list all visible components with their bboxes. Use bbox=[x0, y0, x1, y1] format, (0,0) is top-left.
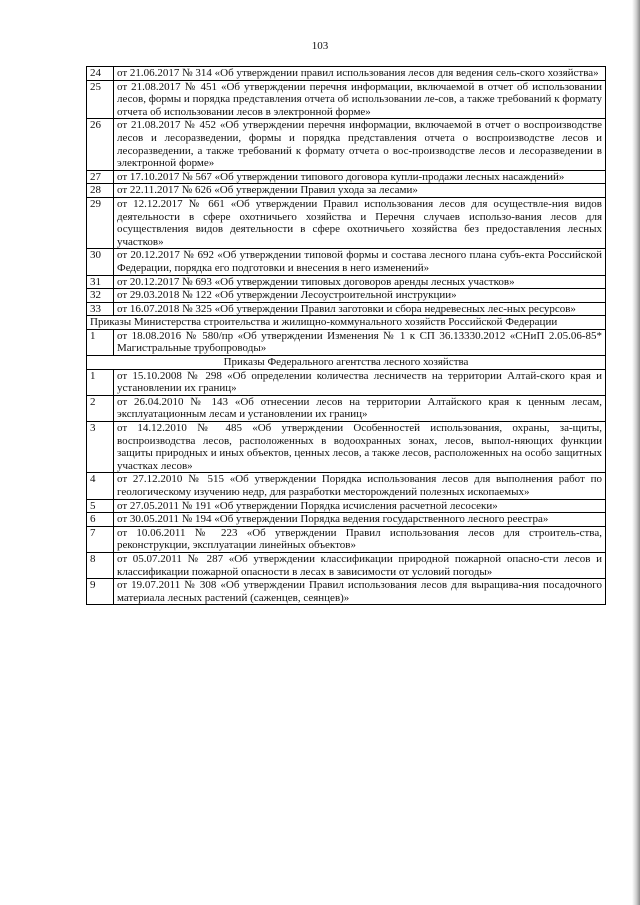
row-text: от 22.11.2017 № 626 «Об утверждении Правил ухода за лесами» bbox=[114, 184, 606, 198]
row-text: от 18.08.2016 № 580/пр «Об утверждении Изменения № 1 к СП 36.13330.2012 «СНиП 2.05.06-85* Магистральные трубопроводы» bbox=[114, 329, 606, 355]
row-text: от 20.12.2017 № 692 «Об утверждении типовой формы и состава лесного плана субъ-екта Российской Федерации, порядка его подготовки и внесения в него изменений» bbox=[114, 249, 606, 275]
row-text: от 12.12.2017 № 661 «Об утверждении Правил использования лесов для осуществле-ния видов деятельности в сфере охотничьего хозяйства и Перечня случаев использо-вания лесов для осуществления видов деятельности в сфере охотничьего хозяйства без предоставления лесных участков» bbox=[114, 197, 606, 248]
row-number: 3 bbox=[87, 422, 114, 473]
row-number: 24 bbox=[87, 67, 114, 81]
row-text: от 30.05.2011 № 194 «Об утверждении Порядка ведения государственного лесного реестра» bbox=[114, 513, 606, 527]
section-title-forest-agency: Приказы Федерального агентства лесного хозяйства bbox=[87, 356, 606, 370]
row-text: от 26.04.2010 № 143 «Об отнесении лесов на территории Алтайского края к ценным лесам, эксплуатационным лесам и установлении их границ» bbox=[114, 395, 606, 421]
row-number: 29 bbox=[87, 197, 114, 248]
row-number: 25 bbox=[87, 80, 114, 119]
table-row bbox=[87, 289, 606, 303]
row-number: 2 bbox=[87, 395, 114, 421]
row-number: 7 bbox=[87, 526, 114, 552]
row-text: от 14.12.2010 № 485 «Об утверждении Особенностей использования, охраны, за-щиты, воспроизводства лесов, расположенных в водоохранных зонах, лесов, выпол-няющих функции защиты природных и иных объектов, ценных лесов, а также лесов, расположенных на особо защитных участках лесов» bbox=[114, 422, 606, 473]
table-group-forest-ministry bbox=[87, 67, 606, 316]
row-text: от 27.12.2010 № 515 «Об утверждении Порядка использования лесов для выполнения работ по геологическому изучению недр, для разработки месторождений полезных ископаемых» bbox=[114, 473, 606, 499]
row-number: 5 bbox=[87, 499, 114, 513]
row-text: от 21.06.2017 № 314 «Об утверждении правил использования лесов для ведения сель-ского хозяйства» bbox=[114, 67, 606, 81]
section-construction bbox=[87, 316, 606, 330]
row-text: от 20.12.2017 № 693 «Об утверждении типовых договоров аренды лесных участков» bbox=[114, 275, 606, 289]
row-text: от 21.08.2017 № 451 «Об утверждении перечня информации, включаемой в отчет об использовании лесов, формы и порядка представления отчета об использовании ле-сов, а также требований к формату отчета об использовании лесов в электронной форме» bbox=[114, 80, 606, 119]
row-number: 1 bbox=[87, 329, 114, 355]
table-row bbox=[87, 170, 606, 184]
row-number: 27 bbox=[87, 170, 114, 184]
section-header-row bbox=[87, 356, 606, 370]
row-text: от 15.10.2008 № 298 «Об определении количества лесничеств на территории Алтай-ского края и установлении их границ» bbox=[114, 369, 606, 395]
row-number: 8 bbox=[87, 552, 114, 578]
table-row bbox=[87, 499, 606, 513]
table-row bbox=[87, 184, 606, 198]
table-row bbox=[87, 395, 606, 421]
section-header-row bbox=[87, 316, 606, 330]
table-row bbox=[87, 197, 606, 248]
row-text: от 16.07.2018 № 325 «Об утверждении Правил заготовки и сбора недревесных лес-ных ресурсов» bbox=[114, 302, 606, 316]
table-row bbox=[87, 275, 606, 289]
table-row bbox=[87, 369, 606, 395]
row-number: 6 bbox=[87, 513, 114, 527]
section-forest-agency bbox=[87, 356, 606, 370]
row-number: 33 bbox=[87, 302, 114, 316]
table-row bbox=[87, 329, 606, 355]
row-text: от 05.07.2011 № 287 «Об утверждении классификации природной пожарной опасно-сти лесов и классификации пожарной опасности в лесах в зависимости от условий погоды» bbox=[114, 552, 606, 578]
row-number: 9 bbox=[87, 579, 114, 605]
table-group-forest-agency bbox=[87, 369, 606, 605]
row-text: от 21.08.2017 № 452 «Об утверждении перечня информации, включаемой в отчет о воспроизводстве лесов и лесоразведении, формы и порядка представления отчета о воспроизводстве лесов и лесоразведении, а также требований к формату отчета о вос-производстве лесов и лесоразведении в электронной форме» bbox=[114, 119, 606, 170]
table-row bbox=[87, 473, 606, 499]
row-number: 1 bbox=[87, 369, 114, 395]
page-number: 103 bbox=[311, 40, 329, 52]
row-text: от 19.07.2011 № 308 «Об утверждении Правил использования лесов для выращива-ния посадочного материала лесных растений (саженцев, сеянцев)» bbox=[114, 579, 606, 605]
table-group-construction bbox=[87, 329, 606, 355]
row-text: от 27.05.2011 № 191 «Об утверждении Порядка исчисления расчетной лесосеки» bbox=[114, 499, 606, 513]
row-text: от 10.06.2011 № 223 «Об утверждении Правил использования лесов для строитель-ства, реконструкции, эксплуатации линейных объектов» bbox=[114, 526, 606, 552]
table-row bbox=[87, 552, 606, 578]
table-row bbox=[87, 513, 606, 527]
row-number: 4 bbox=[87, 473, 114, 499]
table-row bbox=[87, 302, 606, 316]
row-text: от 17.10.2017 № 567 «Об утверждении типового договора купли-продажи лесных насаждений» bbox=[114, 170, 606, 184]
row-number: 31 bbox=[87, 275, 114, 289]
row-number: 26 bbox=[87, 119, 114, 170]
table-row bbox=[87, 119, 606, 170]
row-number: 30 bbox=[87, 249, 114, 275]
section-title-construction: Приказы Министерства строительства и жилищно-коммунального хозяйств Российской Федерации bbox=[87, 316, 606, 330]
row-text: от 29.03.2018 № 122 «Об утверждении Лесоустроительной инструкции» bbox=[114, 289, 606, 303]
table-row bbox=[87, 526, 606, 552]
table-row bbox=[87, 80, 606, 119]
table-row bbox=[87, 579, 606, 605]
row-number: 32 bbox=[87, 289, 114, 303]
table-row bbox=[87, 249, 606, 275]
table-row bbox=[87, 422, 606, 473]
scan-page-edge bbox=[632, 0, 640, 905]
row-number: 28 bbox=[87, 184, 114, 198]
orders-table bbox=[86, 66, 606, 605]
table-row bbox=[87, 67, 606, 81]
